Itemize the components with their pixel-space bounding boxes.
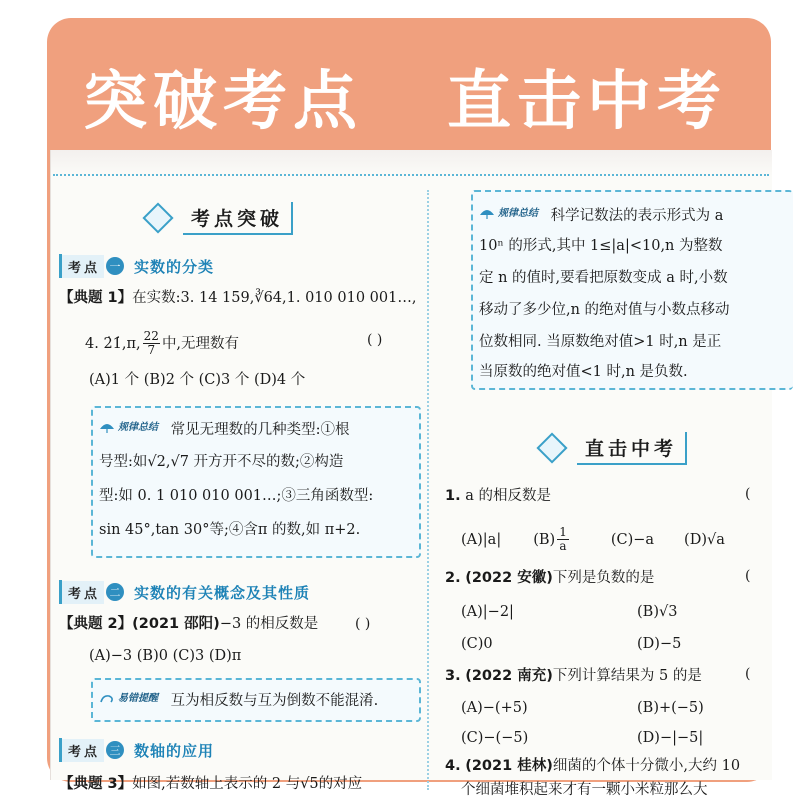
question-1-options: (A)|a| (B) 1 a (C)−a (D)√a	[461, 525, 725, 553]
right-column	[437, 150, 772, 798]
number-badge: 一	[106, 257, 124, 275]
note-box-error-reminder: 易错提醒 互为相反数与互为倒数不能混淆.	[91, 678, 421, 722]
knowledge-point-2: 考点 二 实数的有关概念及其性质	[59, 580, 310, 604]
poster-frame	[47, 18, 771, 798]
fraction-1-a: 1 a	[559, 525, 567, 553]
section-title-kaodian: 考点突破	[147, 202, 293, 234]
question-3: 3. (2022 南充)下列计算结果为 5 的是	[445, 668, 702, 684]
answer-paren-1: ( )	[367, 332, 383, 348]
question-3-option-d: (D)−|−5|	[637, 730, 704, 746]
umbrella-icon	[99, 422, 115, 434]
question-2-option-d: (D)−5	[637, 636, 682, 652]
header-title-left: 突破考点	[83, 65, 363, 139]
knowledge-point-1: 考点 一 实数的分类	[59, 254, 214, 278]
example-1-options: (A)1 个 (B)2 个 (C)3 个 (D)4 个	[89, 372, 306, 388]
question-2-option-c: (C)0	[461, 636, 493, 652]
note-box-rule-summary: 规律总结 常见无理数的几种类型:①根 号型:如√2,√7 开方开不尽的数;②构造 型:如 0. 1 010 010 001…;③三角函数型: sin 45°,tan 30°等;④含π 的数,如 π+2.	[91, 406, 421, 558]
example-2-options: (A)−3 (B)0 (C)3 (D)π	[89, 648, 242, 664]
rule-summary-badge: 规律总结	[99, 418, 158, 438]
knowledge-point-3: 考点 三 数轴的应用	[59, 738, 214, 762]
number-badge: 二	[106, 583, 124, 601]
question-3-option-a: (A)−(+5)	[461, 700, 528, 716]
note-box-sci-notation: 规律总结 科学记数法的表示形式为 a 10ⁿ 的形式,其中 1≤|a|<10,n 为整数 定 n 的值时,要看把原数变成 a 时,小数 移动了多少位,n 的绝对值与小数点移动 位数相同. 当原数绝对值>1 时,n 是正 当原数的绝对值<1 时,n 是负数.	[471, 190, 793, 390]
number-badge: 三	[106, 741, 124, 759]
question-4-line-2: 个细菌堆积起来才有一颗小米粒那么大	[461, 782, 708, 798]
column-divider	[427, 190, 429, 790]
swirl-icon	[99, 693, 115, 705]
answer-paren-q2: (	[745, 568, 751, 584]
question-2-option-b: (B)√3	[637, 604, 678, 620]
question-2-option-a: (A)|−2|	[461, 604, 514, 620]
answer-paren-q3: (	[745, 666, 751, 682]
question-3-option-b: (B)+(−5)	[637, 700, 704, 716]
question-1: 1. a 的相反数是	[445, 488, 551, 504]
header-title-right: 直击中考	[447, 65, 727, 139]
example-1-line-1: 【典题 1】在实数:3. 14 159,∛64,1. 010 010 001…,	[59, 290, 417, 306]
diamond-icon	[142, 202, 173, 233]
umbrella-icon	[479, 208, 495, 220]
example-1-line-2: 4. 2̇1̇,π, 22 7 中,无理数有	[85, 329, 240, 357]
answer-paren-q1: (	[745, 486, 751, 502]
rule-summary-badge: 规律总结	[479, 204, 538, 224]
question-2: 2. (2022 安徽)下列是负数的是	[445, 570, 655, 586]
header-banner	[47, 18, 771, 150]
section-title-zhiji: 直击中考	[541, 432, 687, 464]
example-2-line-1: 【典题 2】(2021 邵阳)−3 的相反数是	[59, 616, 319, 632]
answer-paren-2: ( )	[355, 616, 371, 632]
book-page	[50, 150, 772, 798]
error-reminder-badge: 易错提醒	[99, 689, 158, 709]
fraction-22-7: 22 7	[143, 329, 159, 357]
example-3-line-1: 【典题 3】如图,若数轴上表示的 2 与√5的对应	[59, 776, 363, 792]
question-4: 4. (2021 桂林)细菌的个体十分微小,大约 10	[445, 758, 741, 774]
question-3-option-c: (C)−(−5)	[461, 730, 529, 746]
left-column	[55, 150, 425, 792]
diamond-icon	[536, 432, 567, 463]
